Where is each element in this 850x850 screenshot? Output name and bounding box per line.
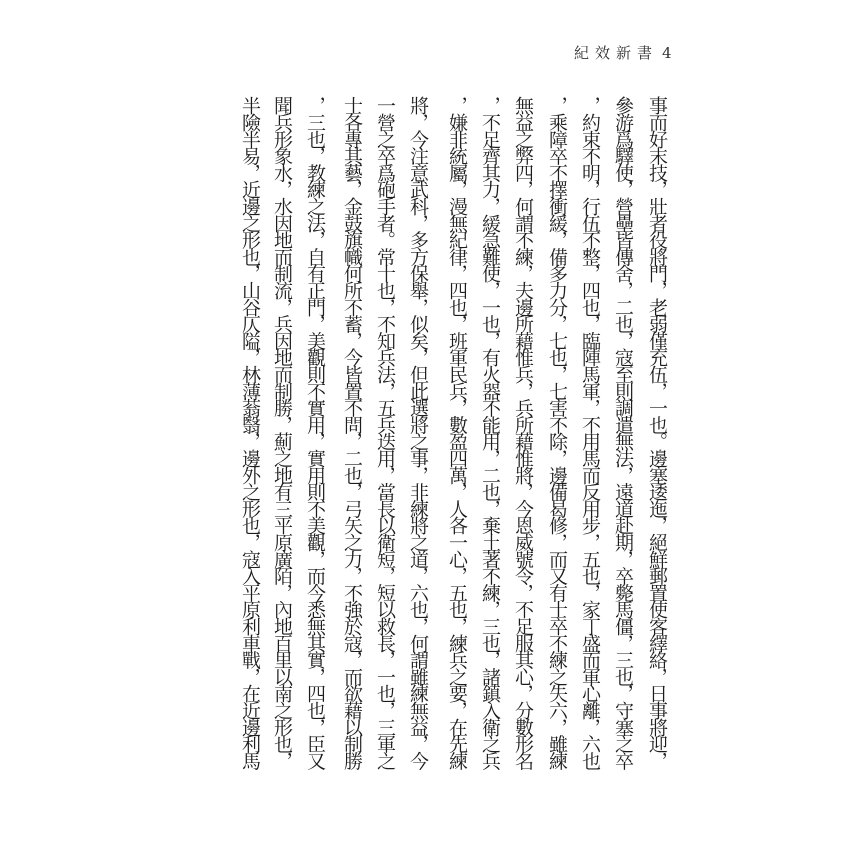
text-column-5: 無益之弊四，何謂不練，夫邊所藉惟兵，兵所藉惟將，今恩威號令，不足服其心，分數形名 — [512, 96, 534, 769]
text-column-2: 參游爲驛使，營壘皆傳舍，二也，寇至則調遣無法，遠道赴期，卒斃馬僵，三也，守塞之卒 — [612, 96, 634, 769]
text-column-11: ，三也，教練之法，自有正門，美觀則不實用，實用則不美觀，而今悉無其實，四也，臣又 — [304, 96, 326, 769]
text-column-10: 士各專其藝，金鼓旗幟何所不蓄，今皆置不問，二也，弓矢之力，不強於寇，而欲藉以制勝 — [341, 96, 363, 769]
text-column-4: ，乘障卒不擇衝緩，備多力分，七也，七害不除，邊備曷修，而又有士卒不練之失六，雖練 — [546, 96, 568, 769]
page-number: 4 — [662, 44, 672, 62]
text-column-8: 將，今注意武科，多方保舉，似矣，但此選將之事，非練將之道，六也，何謂雖練無益，今 — [407, 96, 429, 769]
running-header — [574, 42, 674, 64]
vertical-text-body — [236, 96, 676, 806]
text-column-13: 半險半易，近邊之形也，山谷仄隘，林薄蓊翳，邊外之形也，寇入平原利車戰，在近邊利馬 — [239, 96, 261, 769]
text-column-1: 事而好末技，壯者役將門，老弱僅充伍，一也。邊塞逶迤，絕鮮郵置使客繹絡，日事將迎， — [646, 96, 668, 769]
book-title: 紀效新書 — [574, 44, 659, 62]
text-column-7: ，嫌非統屬，漫無紀律，四也，班軍民兵，數盈四萬，人各一心，五也，練兵之要，在先練 — [446, 96, 468, 769]
text-column-6: ，不足齊其力，緩急難使，一也，有火器不能用，二也，棄土著不練，三也，諸鎮入衛之兵 — [479, 96, 501, 769]
text-column-3: ，約束不明，行伍不整，四也，臨陣馬軍，不用馬而反用步，五也，家丁盛而軍心離，六也 — [579, 96, 601, 769]
text-column-9: 一營之卒爲砲手者。常十也，不知兵法，五兵迭用，當長以衛短，短以救長，一也，三軍之 — [374, 96, 396, 769]
text-column-12: 聞兵形象水，水因地而制流，兵因地而制勝，薊之地有三平原廣陌，內地百里以南之形也， — [271, 96, 293, 769]
